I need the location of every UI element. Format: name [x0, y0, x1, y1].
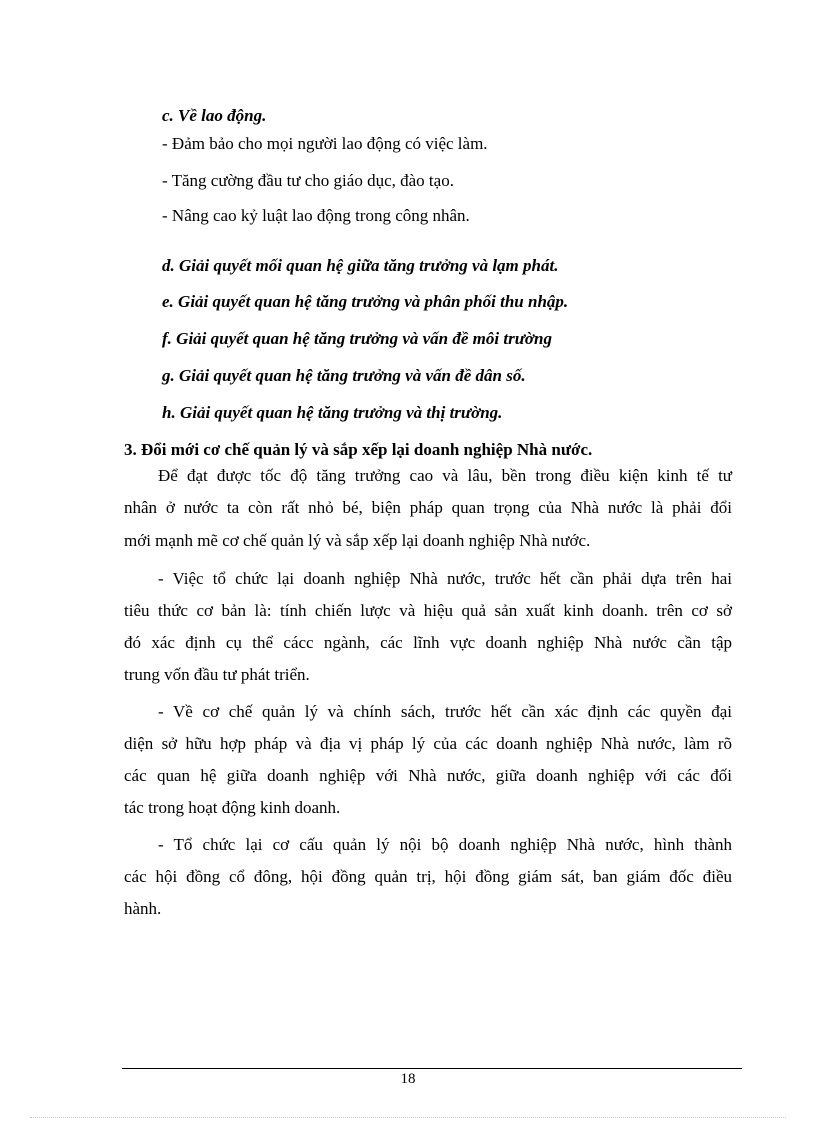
page-edge-divider — [30, 1117, 786, 1118]
paragraph-line: mới mạnh mẽ cơ chế quản lý và sắp xếp lại doanh nghiệp Nhà nước. — [124, 531, 591, 550]
paragraph-line: Để đạt được tốc độ tăng trưởng cao và lâu, bền trong điều kiện kinh tế tư — [158, 466, 732, 485]
paragraph-line: nhân ở nước ta còn rất nhỏ bé, biện pháp quan trọng của Nhà nước là phải đổi — [124, 498, 732, 517]
page-number: 18 — [400, 1071, 416, 1087]
paragraph-line: tác trong hoạt động kinh doanh. — [124, 798, 341, 817]
paragraph-line: - Việc tổ chức lại doanh nghiệp Nhà nước, trước hết cần phải dựa trên hai — [158, 569, 732, 588]
paragraph-line: trung vốn đầu tư phát triển. — [124, 665, 310, 684]
section-c-heading: c. Về lao động. — [162, 106, 267, 125]
paragraph-line: tiêu thức cơ bản là: tính chiến lược và hiệu quả sản xuất kinh doanh. trên cơ sở — [124, 601, 732, 620]
subheading-f: f. Giải quyết quan hệ tăng trưởng và vấn đề môi trường — [162, 329, 552, 348]
paragraph-line: - Tổ chức lại cơ cấu quản lý nội bộ doanh nghiệp Nhà nước, hình thành — [158, 835, 732, 854]
subheading-g: g. Giải quyết quan hệ tăng trưởng và vấn đề dân số. — [162, 366, 526, 385]
section-3-heading: 3. Đổi mới cơ chế quản lý và sắp xếp lại doanh nghiệp Nhà nước. — [124, 440, 593, 459]
paragraph-line: các hội đồng cổ đông, hội đồng quản trị, hội đồng giám sát, ban giám đốc điều — [124, 867, 732, 886]
paragraph-line: các quan hệ giữa doanh nghiệp với Nhà nước, giữa doanh nghiệp với các đối — [124, 766, 732, 785]
section-c-item: - Đảm bảo cho mọi người lao động có việc làm. — [162, 134, 488, 153]
subheading-e: e. Giải quyết quan hệ tăng trưởng và phân phối thu nhập. — [162, 292, 569, 311]
paragraph-line: hành. — [124, 899, 162, 918]
paragraph-line: diện sở hữu hợp pháp và địa vị pháp lý của các doanh nghiệp Nhà nước, làm rõ — [124, 734, 732, 753]
section-c-item: - Tăng cường đầu tư cho giáo dục, đào tạo. — [162, 171, 454, 190]
footer-rule — [122, 1068, 742, 1069]
section-c-item: - Nâng cao kỷ luật lao động trong công nhân. — [162, 206, 470, 225]
paragraph-line: - Về cơ chế quản lý và chính sách, trước hết cần xác định các quyền đại — [158, 702, 732, 721]
subheading-h: h. Giải quyết quan hệ tăng trưởng và thị trường. — [162, 403, 503, 422]
subheading-d: d. Giải quyết mối quan hệ giữa tăng trưởng và lạm phát. — [162, 256, 559, 275]
paragraph-line: đó xác định cụ thể cácc ngành, các lĩnh vực doanh nghiệp Nhà nước cần tập — [124, 633, 732, 652]
